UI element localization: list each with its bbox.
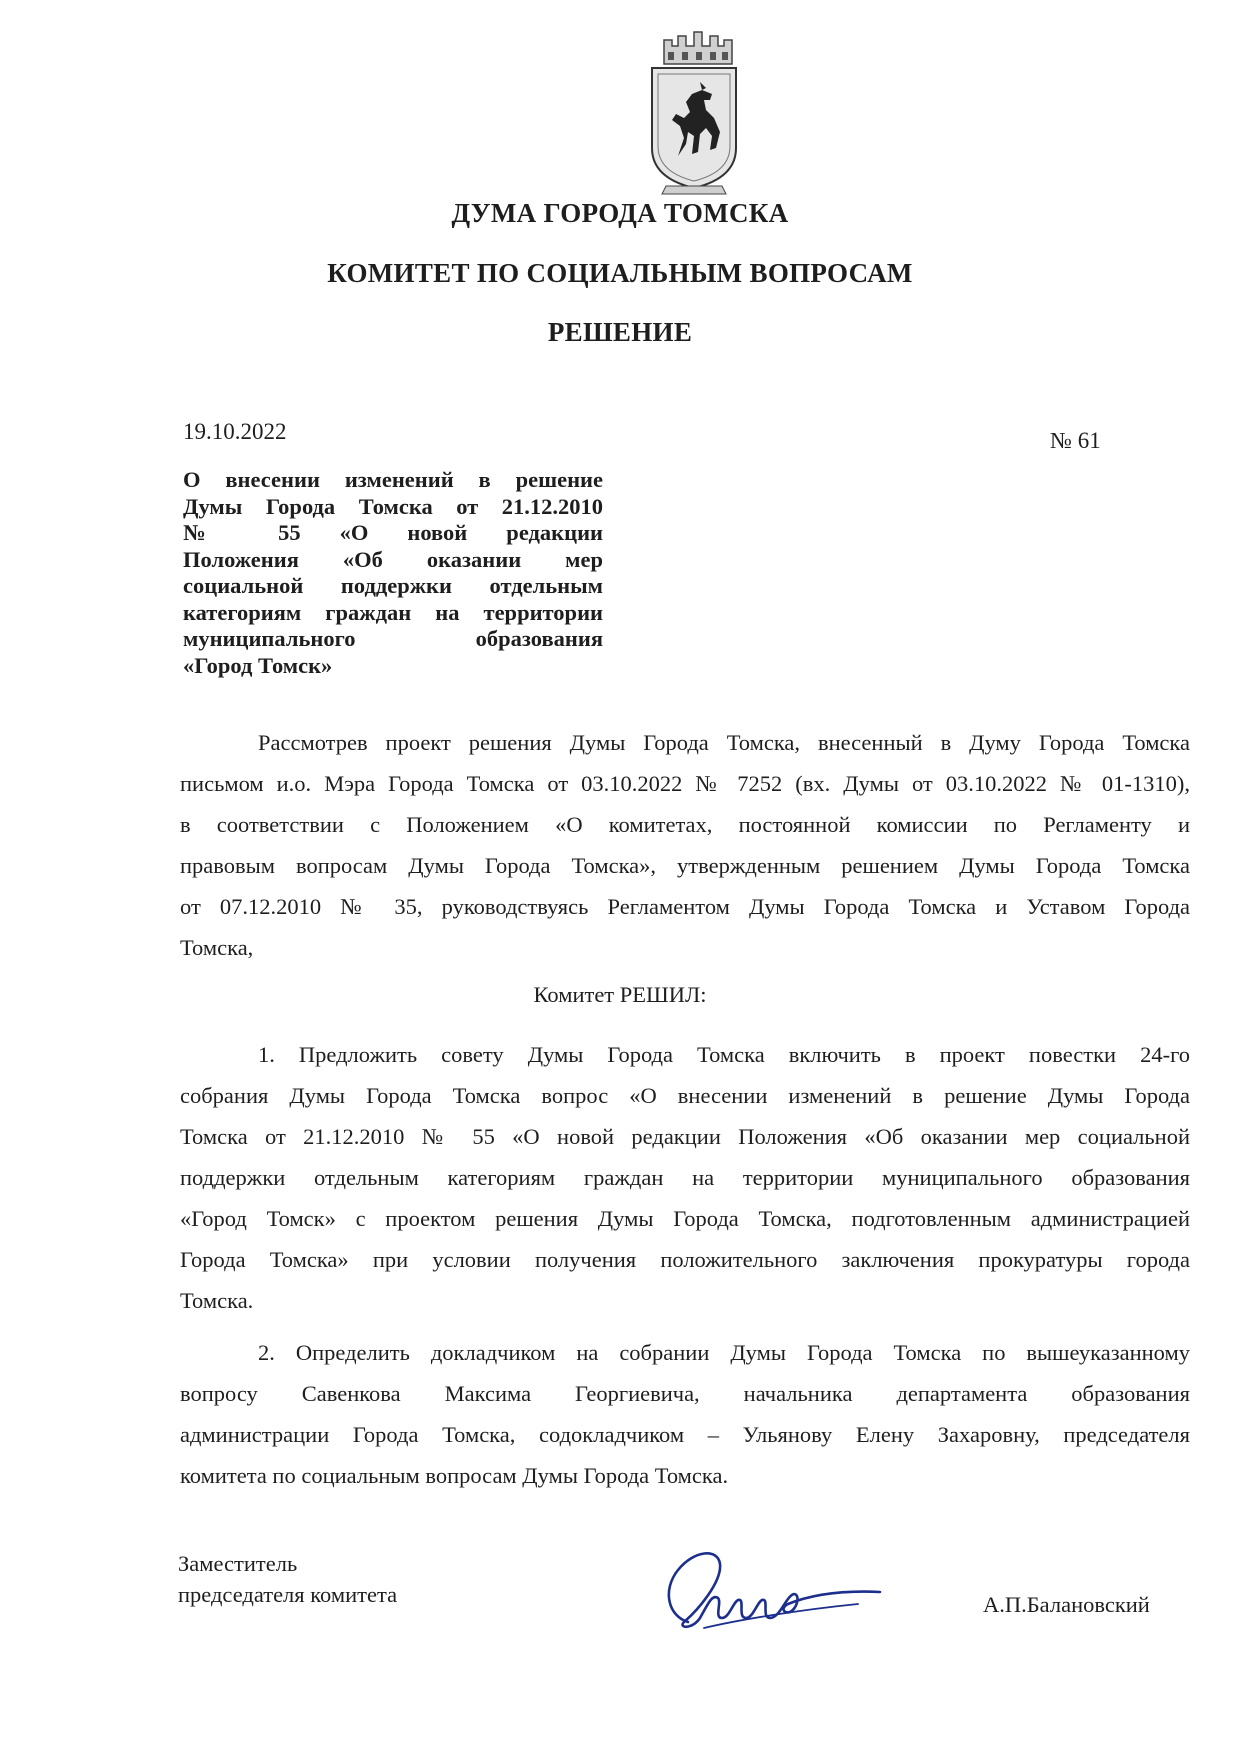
subject-heading: [183, 467, 603, 679]
text-line: Томска.: [180, 1288, 254, 1313]
text-line: правовым вопросам Думы Города Томска», утвержденным решением Думы Города Томска: [180, 853, 1190, 878]
document-type-title: РЕШЕНИЕ: [547, 317, 693, 347]
subject-line: Думы Города Томска от 21.12.2010: [183, 493, 603, 519]
text-line: Рассмотрев проект решения Думы Города Томска, внесенный в Думу Города Томска: [258, 730, 1190, 755]
signatory-position: [178, 1548, 397, 1610]
subject-line: «Город Томск»: [183, 652, 333, 678]
text-line: вопросу Савенкова Максима Георгиевича, начальника департамента образования: [180, 1381, 1190, 1406]
subject-line: Положения «Об оказании мер: [183, 546, 603, 572]
document-date: 19.10.2022: [183, 419, 287, 444]
text-line: комитета по социальным вопросам Думы Города Томска.: [180, 1463, 729, 1488]
subject-line: социальной поддержки отдельным: [183, 573, 603, 598]
subject-line: категориям граждан на территории: [183, 599, 603, 625]
position-line: председателя комитета: [178, 1582, 398, 1607]
handwritten-signature: [648, 1538, 888, 1640]
text-line: от 07.12.2010 № 35, руководствуясь Регламентом Думы Города Томска и Уставом Города: [180, 894, 1190, 919]
subject-line: О внесении изменений в решение: [183, 467, 603, 492]
document-number: № 61: [1050, 428, 1101, 453]
text-line: Города Томска» при условии получения положительного заключения прокуратуры города: [180, 1247, 1190, 1272]
organization-title: ДУМА ГОРОДА ТОМСКА: [451, 198, 789, 228]
subject-line: муниципального образования: [183, 626, 603, 651]
text-line: в соответствии с Положением «О комитетах, постоянной комиссии по Регламенту и: [180, 812, 1190, 837]
text-line: Томска от 21.12.2010 № 55 «О новой редакции Положения «Об оказании мер социальной: [180, 1124, 1190, 1149]
text-line: собрания Думы Города Томска вопрос «О внесении изменений в решение Думы Города: [180, 1083, 1190, 1108]
text-line: поддержки отдельным категориям граждан на территории муниципального образования: [180, 1165, 1190, 1190]
signatory-name: А.П.Балановский: [983, 1592, 1150, 1617]
decision-item-2: [180, 1332, 1190, 1496]
subject-line: № 55 «О новой редакции: [183, 520, 603, 545]
text-line: Томска,: [180, 935, 254, 960]
coat-of-arms-emblem: [640, 28, 748, 196]
decision-label: Комитет РЕШИЛ:: [533, 982, 707, 1007]
decision-item-1: [180, 1034, 1190, 1321]
committee-title: КОМИТЕТ ПО СОЦИАЛЬНЫМ ВОПРОСАМ: [327, 258, 913, 288]
text-line: 2. Определить докладчиком на собрании Думы Города Томска по вышеуказанному: [258, 1340, 1190, 1365]
preamble-paragraph: [180, 722, 1190, 968]
text-line: 1. Предложить совету Думы Города Томска включить в проект повестки 24-го: [258, 1042, 1190, 1067]
position-line: Заместитель: [178, 1551, 298, 1576]
text-line: «Город Томск» с проектом решения Думы Города Томска, подготовленным администрацией: [180, 1206, 1190, 1231]
text-line: администрации Города Томска, содокладчиком – Ульянову Елену Захаровну, председателя: [180, 1422, 1190, 1447]
text-line: письмом и.о. Мэра Города Томска от 03.10.2022 № 7252 (вх. Думы от 03.10.2022 № 01-1310),: [180, 771, 1190, 796]
